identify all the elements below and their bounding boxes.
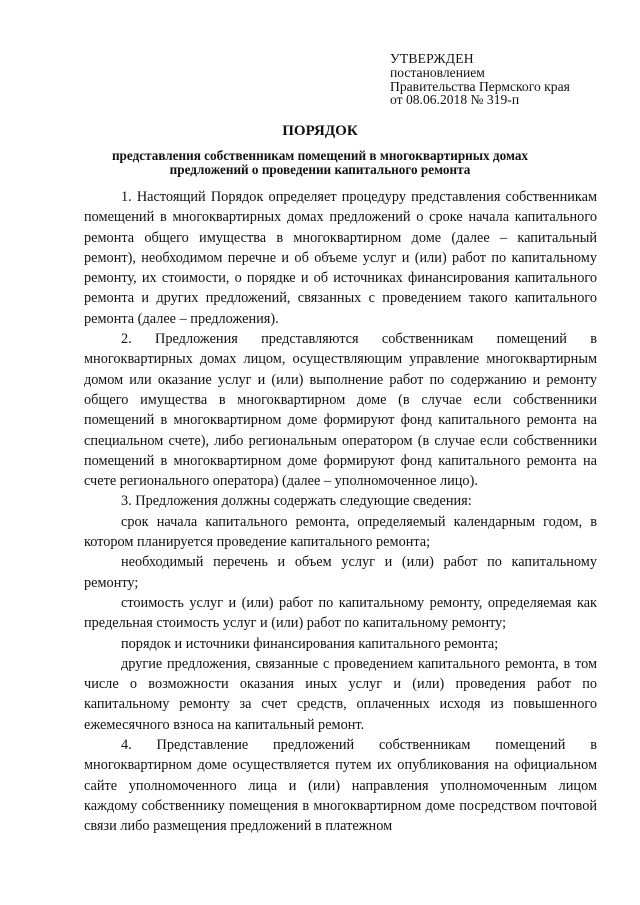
document-body	[84, 187, 597, 837]
list-item-term: срок начала капитального ремонта, определяемый календарным годом, в котором планируется проведение капитального ремонта;	[84, 513, 597, 551]
paragraph-2: 2. Предложения представляются собственникам помещений в многоквартирных домах лицом, осуществляющим управление многоквартирным домом или оказание услуг и (или) выполнение работ по содержанию и ремонту общего имущества в многоквартирном доме (в случае если собственники помещений в многоквартирном доме формируют фонд капитального ремонта на специальном счете), либо региональным оператором (в случае если собственники помещений в многоквартирном доме формируют фонд капитального ремонта на счете регионального оператора) (далее – уполномоченное лицо).	[84, 331, 597, 490]
subtitle-line-1: представления собственникам помещений в многоквартирных домах	[111, 148, 529, 163]
approval-line-government: Правительства Пермского края	[390, 78, 570, 94]
approval-stamp	[390, 52, 570, 107]
document-subtitle	[100, 149, 540, 176]
subtitle-line-2: предложений о проведении капитального ремонта	[169, 161, 471, 177]
list-item-cost: стоимость услуг и (или) работ по капитальному ремонту, определяемая как предельная стоимость услуг и (или) работ по капитальному ремонту;	[84, 594, 597, 632]
paragraph-3: 3. Предложения должны содержать следующие сведения:	[121, 493, 472, 510]
paragraph-4: 4. Представление предложений собственникам помещений в многоквартирном доме осуществляется путем их опубликования на официальном сайте уполномоченного лица и (или) направления уполномоченным лицом каждому собственнику помещения в многоквартирном доме посредством почтовой связи либо размещения предложений в платежном	[84, 737, 597, 835]
paragraph-1: 1. Настоящий Порядок определяет процедуру представления собственникам помещений в многоквартирных домах предложений о сроке начала капитального ремонта общего имущества в многоквартирном доме (далее – капитальный ремонт), необходимом перечне и об объеме услуг и (или) работ по капитальному ремонту, их стоимости, о порядке и об источниках финансирования капитального ремонта и других предложений, связанных с проведением такого капитального ремонта (далее – предложения).	[84, 189, 597, 327]
list-item-other: другие предложения, связанные с проведением капитального ремонта, в том числе о возможности оказания иных услуг и (или) проведения работ по капитальному ремонту за счет средств, оплаченных исходя из повышенного ежемесячного взноса на капитальный ремонт.	[84, 655, 597, 733]
document-title: ПОРЯДОК	[282, 123, 358, 139]
list-item-scope: необходимый перечень и объем услуг и (или) работ по капитальному ремонту;	[84, 554, 597, 591]
approval-line-date-number: от 08.06.2018 № 319-п	[390, 92, 520, 108]
list-item-financing: порядок и источники финансирования капитального ремонта;	[121, 635, 499, 652]
approval-line-decree: постановлением	[390, 64, 485, 80]
approval-heading: УТВЕРЖДЕН	[390, 51, 474, 66]
